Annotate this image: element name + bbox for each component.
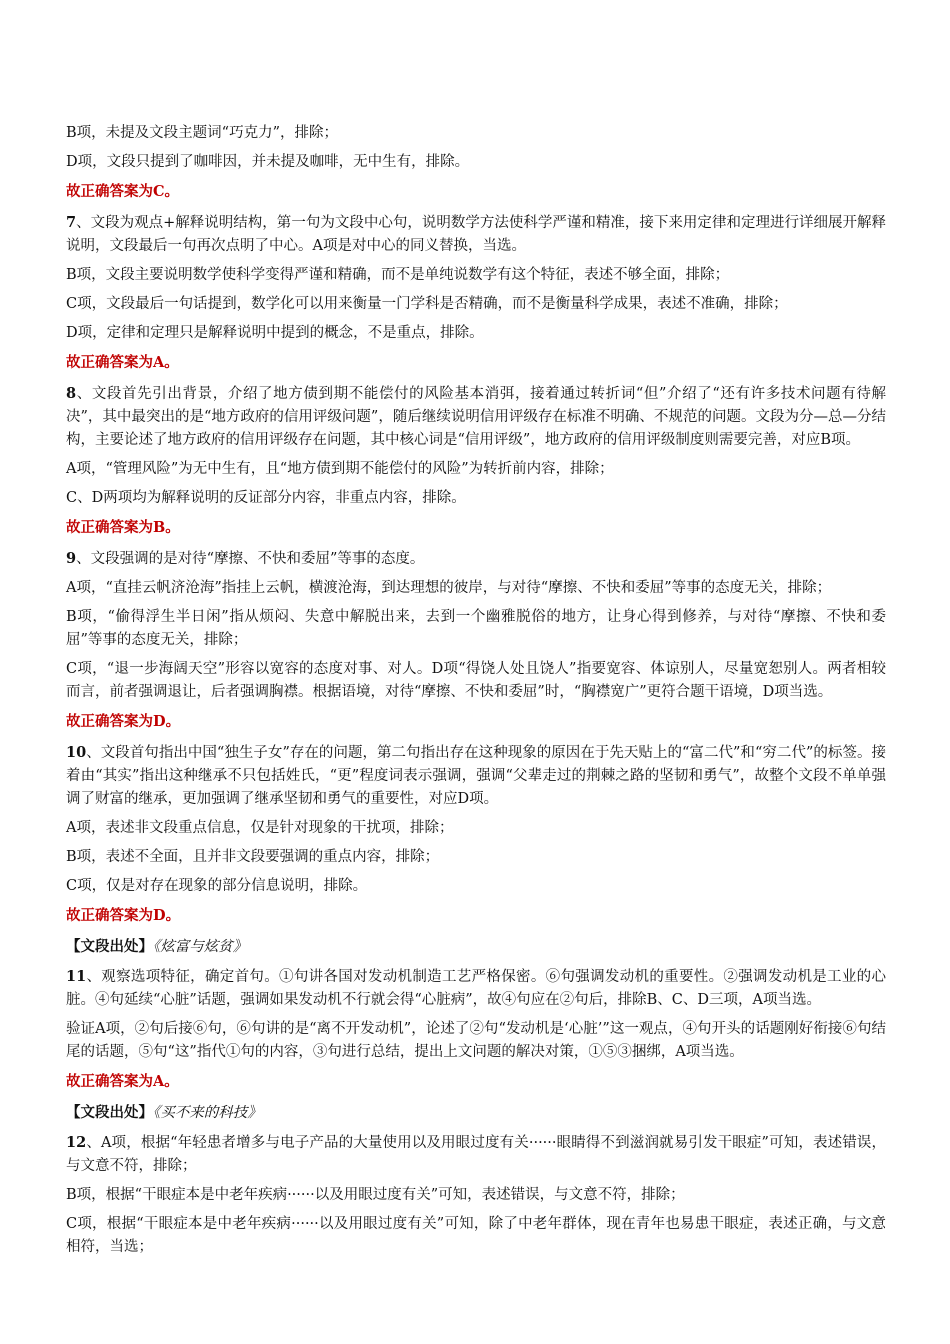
option-b-q6: B项，未提及文段主题词“巧克力”，排除； bbox=[66, 125, 338, 141]
source-title: 《炫富与炫贫》 bbox=[153, 939, 248, 955]
question-7-analysis bbox=[66, 211, 886, 258]
question-12-text: 、A项，根据“年轻患者增多与电子产品的大量使用以及用眼过度有关······眼睛得不到滋润就易引发干眼症”可知，表述错误，与文意不符，排除； bbox=[66, 1135, 886, 1174]
question-10-number: 10 bbox=[66, 744, 87, 761]
question-7-text: 、文段为观点+解释说明结构，第一句为文段中心句，说明数学方法使科学严谨和精准，接下来用定律和定理进行详细展开解释说明，文段最后一句再次点明了中心。A项是对中心的同义替换，当选。 bbox=[66, 215, 886, 254]
question-12-number: 12 bbox=[66, 1134, 87, 1151]
question-8-text: 、文段首先引出背景，介绍了地方债到期不能偿付的风险基本消弭，接着通过转折词“但”介绍了“还有许多技术问题有待解决”，其中最突出的是“地方政府的信用评级问题”，随后继续说明信用评级存在标准不明确、不规范的问题。文段为分—总—分结构，主要论述了地方政府的信用评级存在问题，其中核心词是“信用评级”，地方政府的信用评级制度则需要完善，对应B项。 bbox=[66, 386, 886, 448]
answer-q10: 故正确答案为D。 bbox=[66, 907, 181, 924]
question-9-text: 、文段强调的是对待“摩擦、不快和委屈”等事的态度。 bbox=[76, 551, 425, 567]
option-c-q10: C项，仅是对存在现象的部分信息说明，排除。 bbox=[66, 878, 368, 894]
source-q10 bbox=[66, 935, 886, 959]
source-label: 【文段出处】 bbox=[66, 938, 153, 955]
answer-q7: 故正确答案为A。 bbox=[66, 354, 179, 371]
question-7-number: 7 bbox=[66, 214, 77, 231]
answer-q11: 故正确答案为A。 bbox=[66, 1073, 179, 1090]
question-10-text: 、文段首句指出中国“独生子女”存在的问题，第二句指出存在这种现象的原因在于先天贴上的“富二代”和“穷二代”的标签。接着由“其实”指出这种继承不只包括姓氏，“更”程度词表示强调，强调“父辈走过的荆棘之路的坚韧和勇气”，故整个文段不单单强调了财富的继承，更加强调了继承坚韧和勇气的重要性，对应D项。 bbox=[66, 745, 886, 807]
question-11-number: 11 bbox=[66, 968, 87, 985]
answer-q6: 故正确答案为C。 bbox=[66, 183, 180, 200]
source-q11 bbox=[66, 1101, 886, 1125]
question-10-analysis bbox=[66, 741, 886, 811]
option-c-q12: C项，根据“干眼症本是中老年疾病······以及用眼过度有关”可知，除了中老年群体，现在青年也易患干眼症，表述正确，与文意相符，当选； bbox=[66, 1216, 886, 1255]
verification-q11: 验证A项，②句后接⑥句，⑥句讲的是“离不开发动机”，论述了②句“发动机是‘心脏’”这一观点，④句开头的话题刚好衔接⑥句结尾的话题，⑤句“这”指代①句的内容，③句进行总结，提出上文问题的解决对策，①⑤③捆绑，A项当选。 bbox=[66, 1021, 886, 1060]
source-title: 《买不来的科技》 bbox=[153, 1105, 262, 1121]
option-cd-q8: C、D两项均为解释说明的反证部分内容，非重点内容，排除。 bbox=[66, 490, 466, 506]
option-a-q10: A项，表述非文段重点信息，仅是针对现象的干扰项，排除； bbox=[66, 820, 454, 836]
option-d-q7: D项，定律和定理只是解释说明中提到的概念，不是重点，排除。 bbox=[66, 325, 484, 341]
source-label: 【文段出处】 bbox=[66, 1104, 153, 1121]
option-c-q9: C项，“退一步海阔天空”形容以宽容的态度对事、对人。D项“得饶人处且饶人”指要宽容、体谅别人，尽量宽恕别人。两者相较而言，前者强调退让，后者强调胸襟。根据语境，对待“摩擦、不快和委屈”时，“胸襟宽广”更符合题干语境，D项当选。 bbox=[66, 661, 886, 700]
question-11-text: 、观察选项特征，确定首句。①句讲各国对发动机制造工艺严格保密。⑥句强调发动机的重要性。②强调发动机是工业的心脏。④句延续“心脏”话题，强调如果发动机不行就会得“心脏病”，故④句应在②句后，排除B、C、D三项，A项当选。 bbox=[66, 969, 886, 1008]
question-11-analysis bbox=[66, 965, 886, 1012]
question-9-number: 9 bbox=[66, 550, 77, 567]
question-8-number: 8 bbox=[66, 385, 77, 402]
answer-q9: 故正确答案为D。 bbox=[66, 713, 181, 730]
option-c-q7: C项，文段最后一句话提到，数学化可以用来衡量一门学科是否精确，而不是衡量科学成果，表述不准确，排除； bbox=[66, 296, 788, 312]
question-12-analysis bbox=[66, 1131, 886, 1178]
option-b-q9: B项，“偷得浮生半日闲”指从烦闷、失意中解脱出来，去到一个幽雅脱俗的地方，让身心得到修养，与对待“摩擦、不快和委屈”等事的态度无关，排除； bbox=[66, 609, 886, 648]
option-b-q12: B项，根据“干眼症本是中老年疾病······以及用眼过度有关”可知，表述错误，与文意不符，排除； bbox=[66, 1187, 685, 1203]
question-9-analysis bbox=[66, 547, 886, 571]
option-a-q9: A项，“直挂云帆济沧海”指挂上云帆，横渡沧海，到达理想的彼岸，与对待“摩擦、不快和委屈”等事的态度无关，排除； bbox=[66, 580, 832, 596]
answer-q8: 故正确答案为B。 bbox=[66, 519, 180, 536]
option-b-q7: B项，文段主要说明数学使科学变得严谨和精确，而不是单纯说数学有这个特征，表述不够全面，排除； bbox=[66, 267, 730, 283]
option-b-q10: B项，表述不全面，且并非文段要强调的重点内容，排除； bbox=[66, 849, 440, 865]
option-d-q6: D项，文段只提到了咖啡因，并未提及咖啡，无中生有，排除。 bbox=[66, 154, 470, 170]
option-a-q8: A项，“管理风险”为无中生有，且“地方债到期不能偿付的风险”为转折前内容，排除； bbox=[66, 461, 614, 477]
answer-document bbox=[66, 122, 886, 1265]
question-8-analysis bbox=[66, 382, 886, 452]
